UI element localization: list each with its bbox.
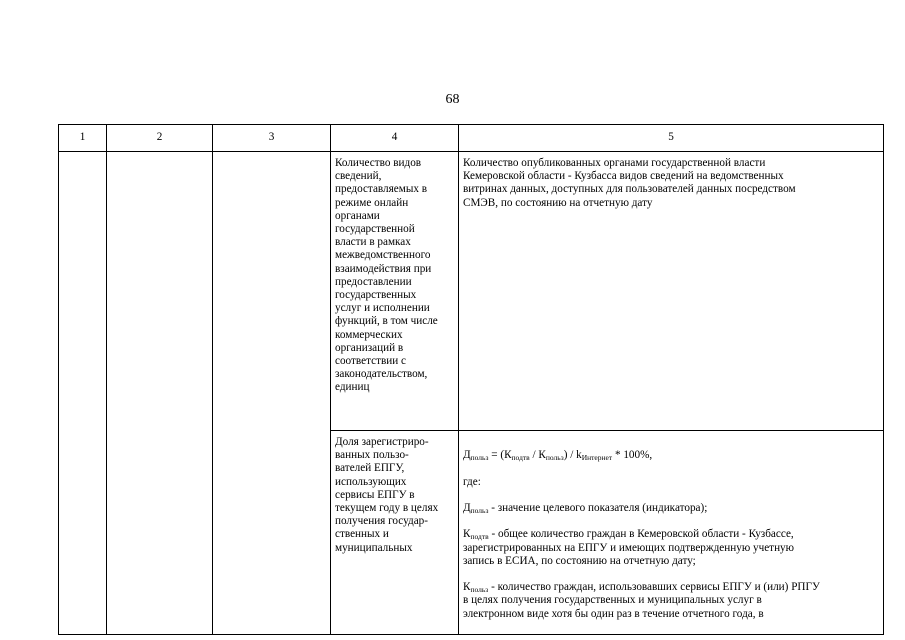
indicator-method-cell (459, 152, 884, 431)
indicator-name: Доля зарегистриро- ванных пользо- вателей ЕПГУ, использующих сервисы ЕПГУ в текущем году в целях получения государ- ственных и муниципальных (335, 436, 439, 554)
formula: $Д_{польз} = (К_{подтв} / К_{польз}) / k_{Интернет} * 100\%$, (463, 449, 653, 463)
page-number: 68 (445, 92, 460, 107)
indicator-name-cell (331, 152, 459, 431)
indicator-table (58, 124, 884, 635)
definition-d-polz: $Д_{польз}$ - значение целевого показателя (индикатора); (463, 502, 708, 516)
header-col-2: 2 (107, 125, 213, 152)
cell-col-3 (213, 152, 331, 635)
definition-k-polz: $К_{польз}$ - количество граждан, использовавших сервисы ЕПГУ и (или) РПГУ в целях получения государственных и муниципальных услуг в электронном виде хотя бы один раз в течение отчетного года, в (463, 581, 820, 620)
indicator-name: Количество видов сведений, предоставляемых в режиме онлайн органами государственной власти в рамках межведомственного взаимодействия при предоставлении государственных услуг и исполнении функций, в том числе коммерческих организаций в соответствии с законодательством, единиц (335, 157, 438, 394)
header-col-5: 5 (459, 125, 884, 152)
cell-col-2 (107, 152, 213, 635)
where-label: где: (463, 475, 481, 488)
header-row (59, 125, 884, 152)
indicator-method: Количество опубликованных органами государственной власти Кемеровской области - Кузбасса видов сведений на ведомственных витринах данных, доступных для пользователей данных посредством СМЭВ, по состоянию на отчетную дату (463, 157, 796, 209)
header-col-1: 1 (59, 125, 107, 152)
cell-col-1 (59, 152, 107, 635)
indicator-method (459, 431, 883, 634)
table-row (59, 152, 884, 431)
definition-k-podtv: $К_{подтв}$ - общее количество граждан в Кемеровской области - Кузбассе, зарегистрированных на ЕПГУ и имеющих подтвержденную учетную запись в ЕСИА, по состоянию на отчетную дату; (463, 528, 795, 567)
indicator-method-cell (459, 431, 884, 635)
indicator-name-cell (331, 431, 459, 635)
header-col-4: 4 (331, 125, 459, 152)
header-col-3: 3 (213, 125, 331, 152)
